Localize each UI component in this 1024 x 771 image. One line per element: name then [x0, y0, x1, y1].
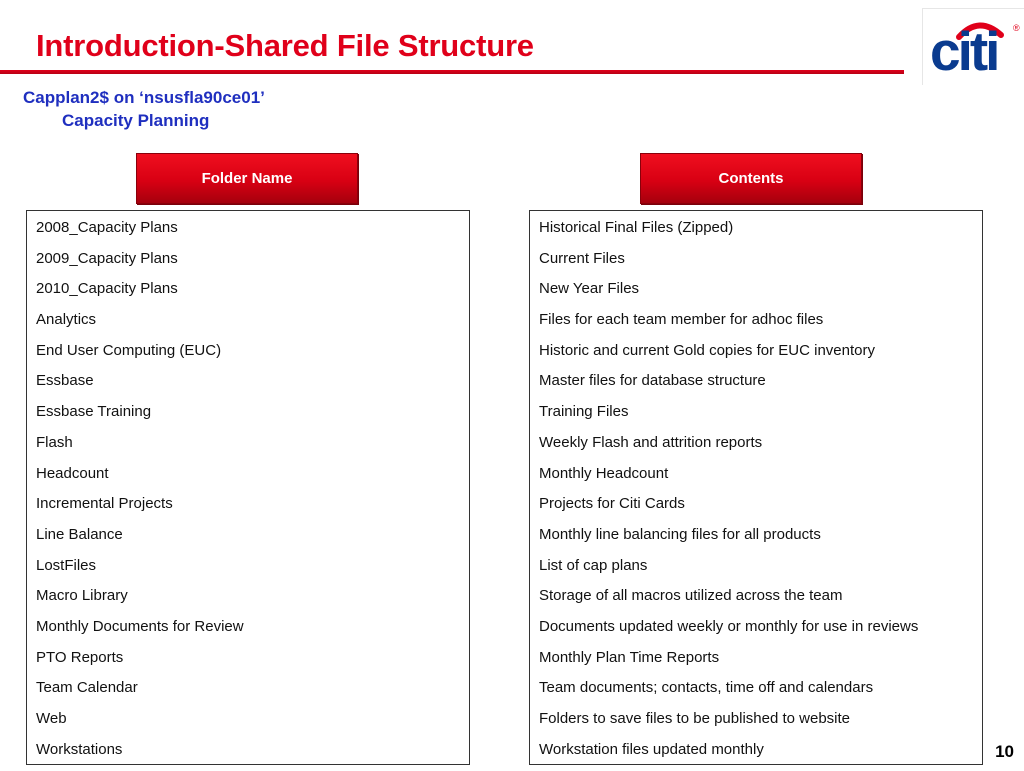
page-title: Introduction-Shared File Structure — [36, 28, 534, 63]
subtitle — [23, 86, 265, 132]
folder-item: Essbase Training — [36, 403, 152, 421]
contents-item: Documents updated weekly or monthly for use in reviews — [539, 617, 919, 635]
contents-item: Master files for database structure — [539, 372, 766, 390]
contents-item: Workstation files updated monthly — [539, 740, 764, 758]
folder-item: End User Computing (EUC) — [36, 341, 222, 359]
contents-item: Projects for Citi Cards — [539, 495, 685, 513]
folder-name-header: Folder Name — [136, 153, 358, 204]
folder-item: Incremental Projects — [36, 495, 173, 513]
folder-item: Workstations — [36, 740, 123, 758]
contents-header: Contents — [640, 153, 862, 204]
folder-item: PTO Reports — [36, 648, 124, 666]
contents-item: Current Files — [539, 249, 625, 267]
contents-item: Files for each team member for adhoc files — [539, 311, 824, 329]
title-underline — [0, 70, 904, 74]
folder-item: Web — [36, 710, 67, 727]
contents-item: Storage of all macros utilized across the team — [539, 587, 843, 605]
citi-logo — [922, 8, 1024, 85]
folder-item: Essbase — [36, 372, 94, 390]
folder-item: 2010_Capacity Plans — [36, 280, 178, 298]
contents-item: New Year Files — [539, 280, 640, 298]
contents-item: Folders to save files to be published to website — [539, 710, 851, 727]
folder-item: Analytics — [36, 311, 97, 329]
contents-item: Weekly Flash and attrition reports — [539, 433, 763, 451]
folder-item: Macro Library — [36, 587, 128, 605]
contents-list — [529, 210, 983, 765]
contents-item: Monthly Plan Time Reports — [539, 648, 720, 666]
registered-mark: ® — [1013, 23, 1020, 33]
folder-item: Headcount — [36, 464, 109, 482]
page-number: 10 — [995, 742, 1014, 761]
logo-wordmark: citi — [930, 20, 998, 82]
folder-item: Line Balance — [36, 525, 123, 543]
folder-item: Team Calendar — [36, 679, 138, 697]
folder-item: Flash — [36, 433, 73, 451]
contents-item: List of cap plans — [539, 556, 648, 574]
contents-item: Team documents; contacts, time off and calendars — [539, 679, 874, 697]
contents-item: Historical Final Files (Zipped) — [539, 219, 734, 236]
folder-item: LostFiles — [36, 556, 97, 574]
subtitle-share-path: Capplan2$ on ‘nsusfla90ce01’ — [23, 88, 265, 107]
contents-item: Monthly Headcount — [539, 464, 669, 482]
contents-item: Historic and current Gold copies for EUC inventory — [539, 341, 875, 359]
contents-item: Monthly line balancing files for all products — [539, 525, 821, 543]
folder-item: Monthly Documents for Review — [36, 617, 244, 635]
folder-list — [26, 210, 470, 765]
folder-item: 2008_Capacity Plans — [36, 219, 178, 236]
folder-item: 2009_Capacity Plans — [36, 249, 178, 267]
subtitle-department: Capacity Planning — [62, 111, 210, 130]
contents-item: Training Files — [539, 403, 629, 421]
